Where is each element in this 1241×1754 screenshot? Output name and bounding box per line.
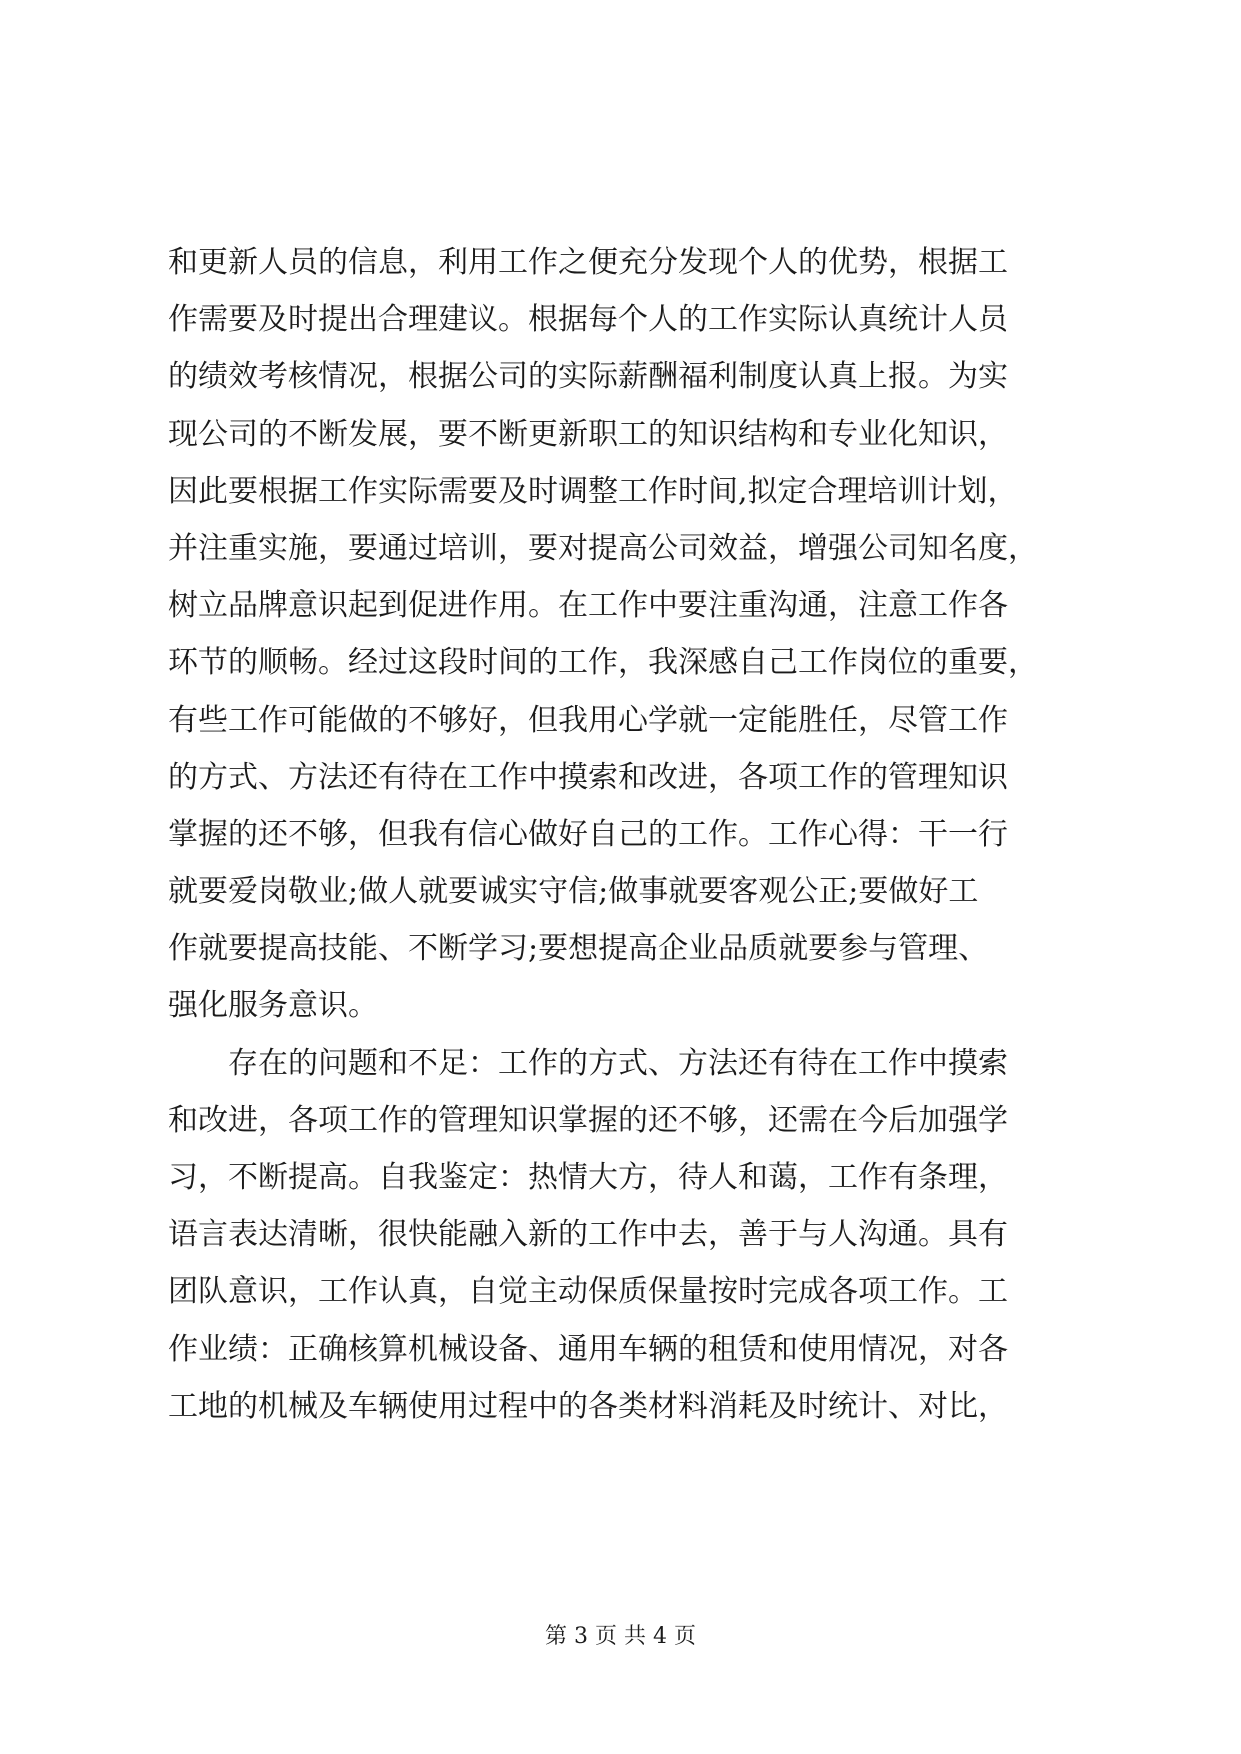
text-line: 并注重实施，要通过培训，要对提高公司效益，增强公司知名度， [168,530,1038,566]
text-line: 语言表达清晰，很快能融入新的工作中去，善于与人沟通。具有 [168,1217,1008,1253]
text-line: 因此要根据工作实际需要及时调整工作时间,拟定合理培训计划， [168,473,1018,509]
text-line: 掌握的还不够，但我有信心做好自己的工作。工作心得：干一行 [168,816,1008,852]
text-line: 作需要及时提出合理建议。根据每个人的工作实际认真统计人员 [168,302,1008,338]
text-line: 作业绩：正确核算机械设备、通用车辆的租赁和使用情况，对各 [168,1331,1008,1367]
text-line: 就要爱岗敬业;做人就要诚实守信;做事就要客观公正;要做好工 [168,874,979,910]
page-number-label: 第 3 页 共 4 页 [545,1624,696,1649]
text-line: 环节的顺畅。经过这段时间的工作，我深感自己工作岗位的重要， [168,645,1038,681]
text-line: 存在的问题和不足：工作的方式、方法还有待在工作中摸索 [168,1045,1008,1081]
text-line: 作就要提高技能、不断学习;要想提高企业品质就要参与管理、 [168,931,989,967]
text-line: 的绩效考核情况，根据公司的实际薪酬福利制度认真上报。为实 [168,359,1008,395]
text-line: 树立品牌意识起到促进作用。在工作中要注重沟通，注意工作各 [168,588,1008,624]
text-line: 工地的机械及车辆使用过程中的各类材料消耗及时统计、对比， [168,1388,1008,1424]
body-text [168,234,1088,1435]
text-line: 的方式、方法还有待在工作中摸索和改进，各项工作的管理知识 [168,759,1008,795]
text-line: 和改进，各项工作的管理知识掌握的还不够，还需在今后加强学 [168,1102,1008,1138]
text-line: 团队意识，工作认真，自觉主动保质保量按时完成各项工作。工 [168,1274,1008,1310]
text-line: 和更新人员的信息，利用工作之便充分发现个人的优势，根据工 [168,245,1008,280]
text-line: 现公司的不断发展，要不断更新职工的知识结构和专业化知识， [168,416,1008,452]
text-line: 有些工作可能做的不够好，但我用心学就一定能胜任，尽管工作 [168,702,1008,738]
text-line: 习，不断提高。自我鉴定：热情大方，待人和蔼，工作有条理， [168,1160,1008,1195]
text-line: 强化服务意识。 [168,988,378,1024]
page-footer [0,1622,1241,1652]
